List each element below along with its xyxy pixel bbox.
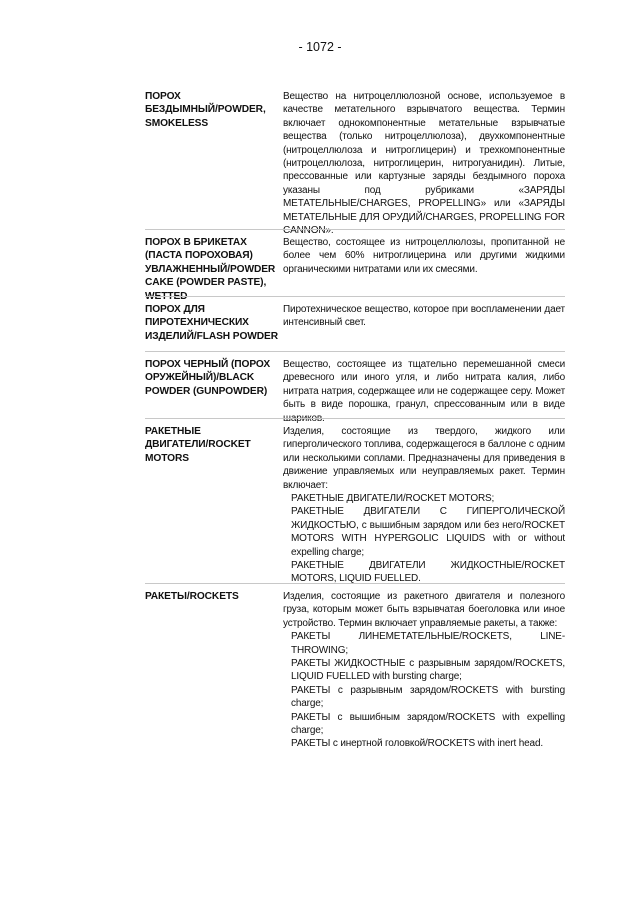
entry-term: ПОРОХ В БРИКЕТАХ (ПАСТА ПОРОХОВАЯ) УВЛАЖНЕННЫЙ/POWDER CAKE (POWDER PASTE), WETTED [145,237,276,302]
entry-definition [283,590,565,751]
glossary-entry [145,296,565,343]
glossary-entry [145,229,565,303]
glossary-entry [145,418,565,586]
list-item: РАКЕТНЫЕ ДВИГАТЕЛИ/ROCKET MOTORS; [291,493,495,505]
glossary-entry [145,351,565,425]
list-item: РАКЕТЫ с вышибным зарядом/ROCKETS with expelling charge; [291,711,565,737]
entry-term: РАКЕТЫ/ROCKETS [145,591,239,602]
entry-term: РАКЕТНЫЕ ДВИГАТЕЛИ/ROCKET MOTORS [145,426,251,464]
list-item: РАКЕТЫ ЛИНЕМЕТАТЕЛЬНЫЕ/ROCKETS, LINE-THROWING; [291,631,565,656]
definition-list [283,630,565,751]
entry-definition [283,425,565,586]
entry-definition [283,358,565,425]
page-number: - 1072 - [298,40,342,54]
definition-text: Изделия, состоящие из твердого, жидкого или гиперголического топлива, содержащегося в баллоне с одним или несколькими соплами. Предназначены для приведения в движение управляемых или неуправляемых ракет. Термин включает: [283,426,565,491]
list-item: РАКЕТНЫЕ ДВИГАТЕЛИ С ГИПЕРГОЛИЧЕСКОЙ ЖИДКОСТЬЮ, с вышибным зарядом или без него/ROCKET MOTORS WITH HYPERGOLIC LIQUIDS with or without expelling charge; [291,506,565,558]
entry-definition [283,303,565,343]
list-item: РАКЕТНЫЕ ДВИГАТЕЛИ ЖИДКОСТНЫЕ/ROCKET MOTORS, LIQUID FUELLED. [291,560,565,585]
definition-text: Изделия, состоящие из ракетного двигателя и полезного груза, которым может быть взрывчатая боеголовка или иное устройство. Термин включает управляемые ракеты, а также: [283,591,565,629]
entry-term: ПОРОХ ДЛЯ ПИРОТЕХНИЧЕСКИХ ИЗДЕЛИЙ/FLASH POWDER [145,304,279,342]
definition-text: Вещество, состоящее из тщательно перемешанной смеси древесного или иного угля, и либо нитрата калия, либо нитрата натрия, содержащее или не содержащее серу. Может быть в виде порошка, гранул, спрессованным или в виде шариков. [283,359,565,424]
entry-definition [283,90,565,237]
definition-list [283,492,565,586]
definition-text: Пиротехническое вещество, которое при воспламенении дает интенсивный свет. [283,304,565,329]
glossary-entry [145,583,565,751]
list-item: РАКЕТЫ с разрывным зарядом/ROCKETS with bursting charge; [291,684,565,710]
list-item: РАКЕТЫ с инертной головкой/ROCKETS with inert head. [291,738,544,750]
entry-term: ПОРОХ ЧЕРНЫЙ (ПОРОХ ОРУЖЕЙНЫЙ)/BLACK POWDER (GUNPOWDER) [145,359,271,397]
definition-text: Вещество на нитроцеллюлозной основе, используемое в качестве метательного взрывчатого вещества. Термин включает однокомпонентные метательные взрывчатые вещества (только нитроцеллюлоза), двухкомпонентные (нитроцеллюлоза и нитроглицерин) и трехкомпонентные (нитроцеллюлоза, нитроглицерин, нитрогуанидин). Литые, прессованные или картузные заряды бездымного пороха указаны под рубриками «ЗАРЯДЫ МЕТАТЕЛЬНЫЕ/CHARGES, PROPELLING» или «ЗАРЯДЫ МЕТАТЕЛЬНЫЕ ДЛЯ ОРУДИЙ/CHARGES, PROPELLING FOR CANNON». [283,91,565,237]
entry-term: ПОРОХ БЕЗДЫМНЫЙ/POWDER, SMOKELESS [145,91,266,129]
entry-definition [283,236,565,303]
glossary-entry [145,84,565,237]
definition-text: Вещество, состоящее из нитроцеллюлозы, пропитанной не более чем 60% нитроглицерина или другими жидкими органическими нитратами или их смесями. [283,237,565,275]
list-item: РАКЕТЫ ЖИДКОСТНЫЕ с разрывным зарядом/ROCKETS, LIQUID FUELLED with bursting charge; [291,658,565,683]
